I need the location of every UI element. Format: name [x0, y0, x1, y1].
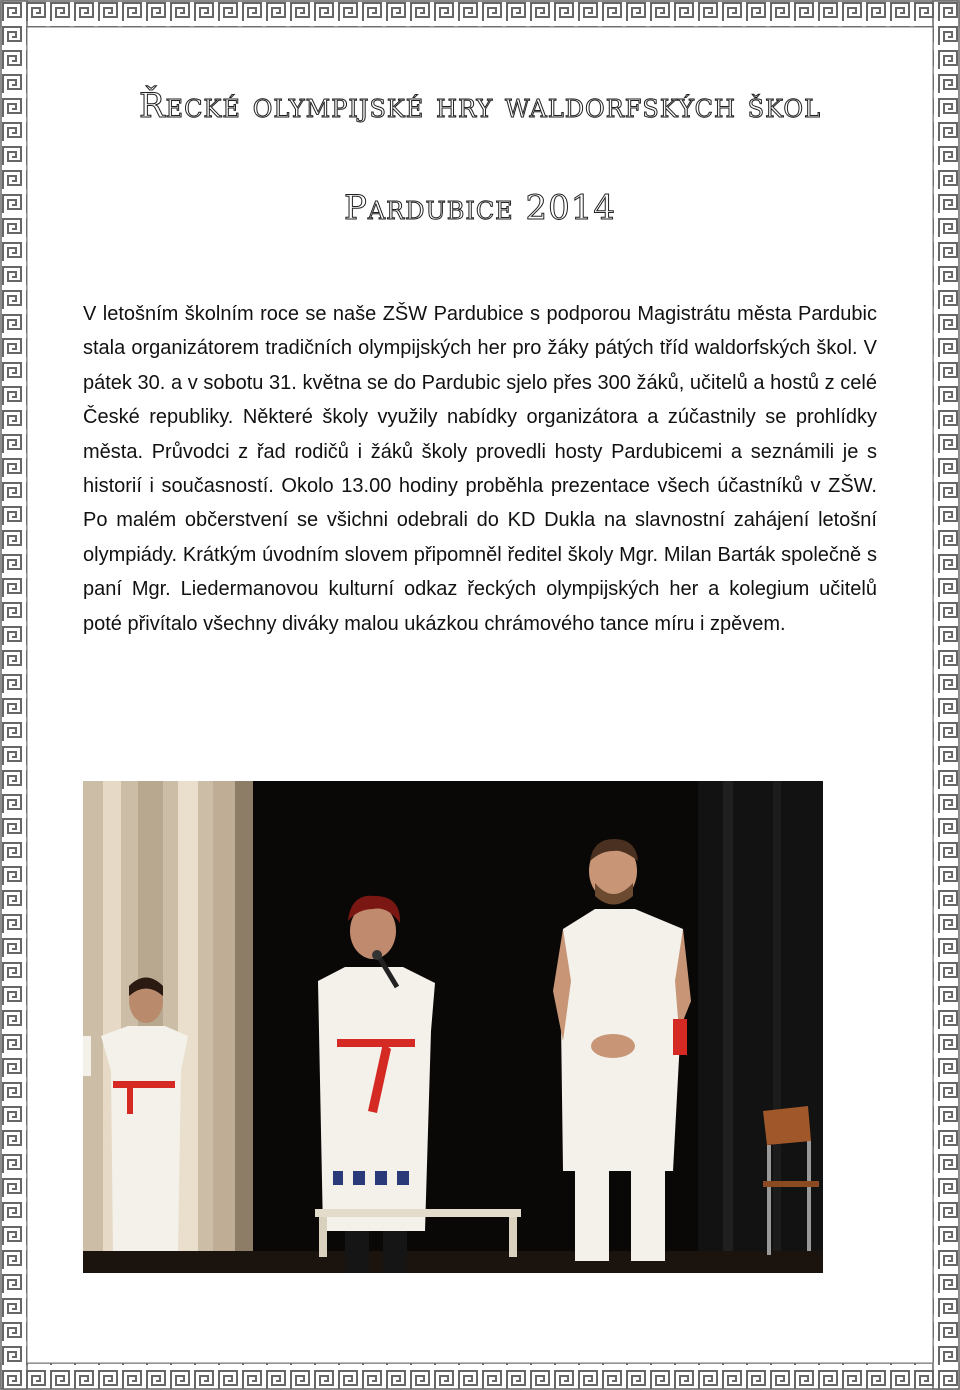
page-subtitle: Pardubice 2014 — [343, 188, 617, 228]
stage-photo — [83, 781, 823, 1273]
curtain-right — [698, 781, 823, 1273]
person-partial — [83, 1036, 91, 1076]
article-paragraph: V letošním školním roce se naše ZŠW Pardubice s podporou Magistrátu města Pardubic stala organizátorem tradičních olympijských her pro žáky pátých tříd waldorfských škol. V pátek 30. a v sobotu 31. května se do Pardubic sjelo přes 300 žáků, učitelů a hostů z celé České republiky. Některé školy využily nabídky organizátora a zúčastnily se prohlídky města. Průvodci z řad rodičů i žáků školy provedli hosty Pardubicemi a seznámili je s historií i současností. Okolo 13.00 hodiny proběhla prezentace všech účastníků v ZŠW. Po malém občerstvení se všichni odebrali do KD Dukla na slavnostní zahájení letošní olympiády. Krátkým úvodním slovem připomněl ředitel školy Mgr. Milan Barták společně s paní Mgr. Liedermanovou kulturní odkaz řeckých olympijských her a kolegium učitelů poté přivítalo všechny diváky malou ukázkou chrámového tance míru i zpěvem. — [83, 303, 877, 635]
page-title: Řecké olympijské hry waldorfských škol — [138, 86, 822, 126]
